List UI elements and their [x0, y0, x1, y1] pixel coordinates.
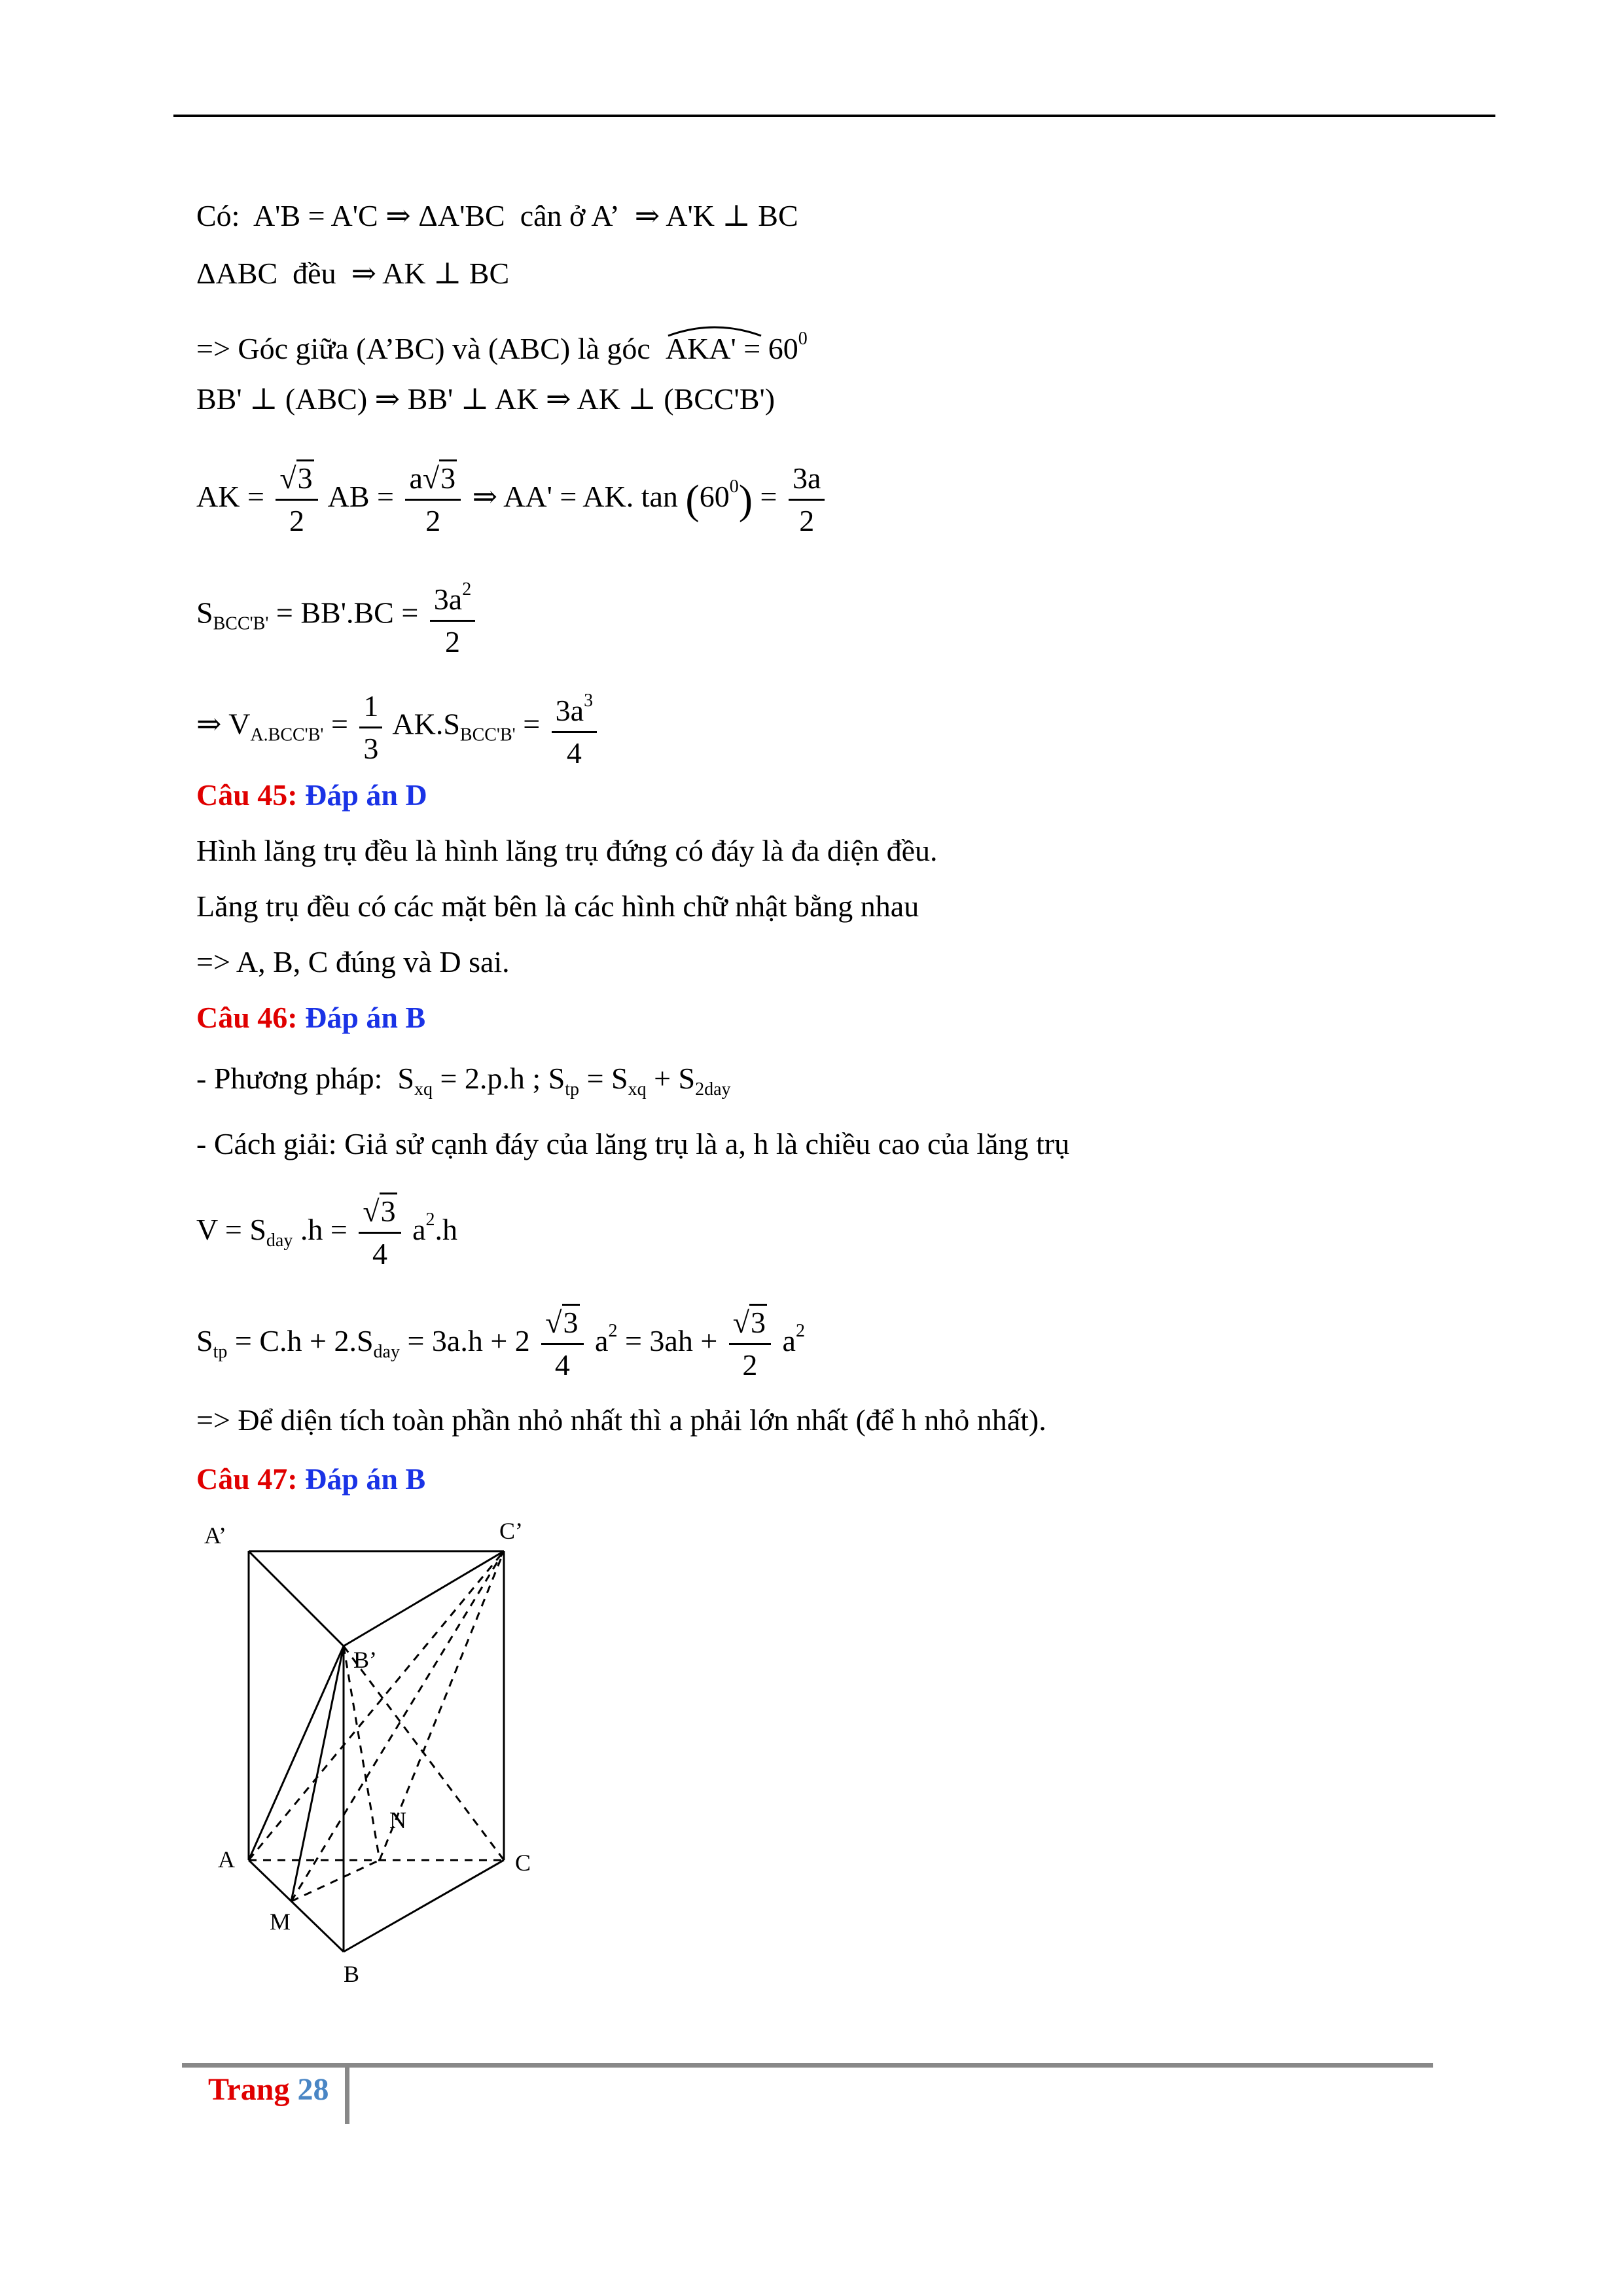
fraction: $\frac{√3}{4}$ [541, 1302, 583, 1386]
question-label: Câu 46: [196, 1001, 298, 1034]
page-number-value: 28 [297, 2072, 329, 2107]
label-a: A [218, 1846, 235, 1873]
subscript: tp [565, 1079, 580, 1100]
math: S [397, 1062, 414, 1095]
page-label: Trang [208, 2072, 290, 2107]
math: A'B = A'C ⇒ ΔA'BC [253, 199, 505, 232]
label-c: C [515, 1850, 531, 1876]
fraction: $\frac{√3}{2}$ [276, 458, 317, 541]
page-number [208, 2072, 329, 2108]
math: AB = [327, 480, 394, 514]
math: BB' ⊥ (ABC) ⇒ BB' ⊥ AK ⇒ AK ⊥ (BCC'B') [196, 382, 776, 416]
numerator: 1 [359, 686, 382, 728]
denominator: 4 [554, 1348, 570, 1382]
degree: 0 [729, 476, 739, 497]
edge-b1n [344, 1646, 380, 1860]
answer-label: Đáp án B [305, 1001, 426, 1034]
label-n: N [389, 1807, 406, 1833]
denominator: 2 [445, 625, 460, 658]
label-m: M [270, 1909, 291, 1935]
text: Có: [196, 199, 240, 232]
math: = [330, 707, 348, 741]
text: a [409, 461, 423, 495]
numerator: 3a [555, 694, 584, 727]
denominator: 3 [363, 731, 379, 765]
denominator: 2 [742, 1348, 758, 1382]
math: a [595, 1324, 609, 1358]
denominator: 2 [425, 504, 441, 537]
math: 60 [699, 480, 730, 514]
math: = 3ah + [624, 1324, 718, 1358]
math: = [760, 480, 777, 514]
label-b-prime: B’ [353, 1647, 377, 1673]
question-label: Câu 45: [196, 778, 298, 812]
edge-mb1 [291, 1646, 344, 1901]
edge-mn [291, 1860, 380, 1901]
numerator: 3a [789, 458, 825, 501]
math: ⇒ AK ⊥ BC [351, 257, 510, 290]
exponent: 3 [584, 691, 594, 711]
subscript: day [266, 1230, 293, 1251]
edge-bc [344, 1860, 504, 1952]
math: .h = [300, 1213, 348, 1247]
subscript: BCC'B' [459, 725, 516, 745]
math: ⇒ A'K ⊥ BC [634, 199, 798, 232]
edge-ab1 [249, 1646, 344, 1860]
exponent: 2 [425, 1210, 435, 1230]
label-b: B [344, 1961, 360, 1987]
edge-mc1 [291, 1551, 504, 1901]
math: = 3a.h + 2 [407, 1324, 530, 1358]
footer-divider [345, 2065, 349, 2124]
degree: 0 [798, 329, 808, 349]
math: AK = [196, 480, 264, 514]
line-5: AK = $\frac{√3}{2}$ AB = $\frac{a√3}{2}$ ⇒ AA' = AK. $\tan (60^0)$ = $\frac{3a}{2}$ [196, 458, 829, 541]
math: ⇒ V [196, 707, 251, 741]
math: = BB'.BC = [276, 596, 419, 630]
math: ⇒ AA' = AK. tan [472, 480, 678, 514]
radicand: 3 [380, 1193, 397, 1228]
q45-paragraph-3: => A, B, C đúng và D sai. [196, 945, 510, 978]
denominator: 2 [289, 504, 305, 537]
text: đều [293, 257, 336, 290]
math: = S [586, 1062, 628, 1095]
radicand: 3 [749, 1304, 767, 1339]
radicand: 3 [439, 459, 457, 495]
denominator: 4 [372, 1237, 387, 1270]
answer-label: Đáp án B [305, 1462, 426, 1496]
math: = 2.p.h ; [440, 1062, 541, 1095]
math: a [782, 1324, 796, 1358]
text: => Góc giữa (A’BC) và (ABC) là góc [196, 332, 651, 365]
subscript: tp [213, 1342, 228, 1363]
subscript: BCC'B' [213, 613, 269, 634]
q46-solve: - Cách giải: Giả sử cạnh đáy của lăng trụ là a, h là chiều cao của lăng trụ [196, 1127, 1070, 1160]
math: = C.h + 2.S [234, 1324, 374, 1358]
fraction: $\frac{√3}{2}$ [729, 1302, 771, 1386]
edge-b1c [344, 1646, 504, 1860]
subscript: A.BCC'B' [250, 725, 324, 745]
math: = [523, 707, 541, 741]
exponent: 2 [795, 1321, 805, 1342]
math: = 60 [743, 332, 798, 365]
math: S [196, 1324, 213, 1358]
edge-ac1 [249, 1551, 504, 1860]
angle-text: AKA' [665, 332, 736, 365]
label-a-prime: A’ [204, 1522, 226, 1549]
edge-a1b1 [249, 1551, 344, 1646]
denominator: 4 [566, 736, 582, 770]
math: S [548, 1062, 565, 1095]
fraction: $\frac{a√3}{2}$ [405, 458, 461, 541]
subscript: xq [628, 1079, 647, 1100]
subscript: 2day [695, 1079, 731, 1100]
math: + S [654, 1062, 696, 1095]
radicand: 3 [562, 1304, 580, 1339]
exponent: 2 [462, 579, 472, 600]
footer-rule [182, 2063, 1433, 2068]
q46-conclusion: => Để diện tích toàn phần nhỏ nhất thì a phải lớn nhất (để h nhỏ nhất). [196, 1403, 1046, 1437]
denominator: 2 [799, 504, 815, 537]
q45-paragraph-1: Hình lăng trụ đều là hình lăng trụ đứng có đáy là đa diện đều. [196, 834, 938, 867]
text: - Phương pháp: [196, 1062, 383, 1095]
numerator: 3a [433, 583, 463, 616]
exponent: 2 [608, 1321, 618, 1342]
q45-paragraph-2: Lăng trụ đều có các mặt bên là các hình chữ nhật bằng nhau [196, 889, 919, 923]
label-c-prime: C’ [499, 1518, 523, 1544]
radicand: 3 [296, 459, 314, 495]
math: a [412, 1213, 426, 1247]
math: AK.S [392, 707, 460, 741]
edge-b1c1 [344, 1551, 504, 1646]
fraction: $\frac{√3}{4}$ [359, 1191, 401, 1274]
math: V = S [196, 1213, 266, 1247]
text: cân ở A’ [520, 199, 620, 232]
math: S [196, 596, 213, 630]
math: .h [435, 1213, 457, 1247]
question-label: Câu 47: [196, 1462, 298, 1496]
answer-label: Đáp án D [305, 778, 427, 812]
subscript: xq [414, 1079, 433, 1100]
subscript: day [373, 1342, 400, 1363]
math: ΔABC [196, 257, 278, 290]
